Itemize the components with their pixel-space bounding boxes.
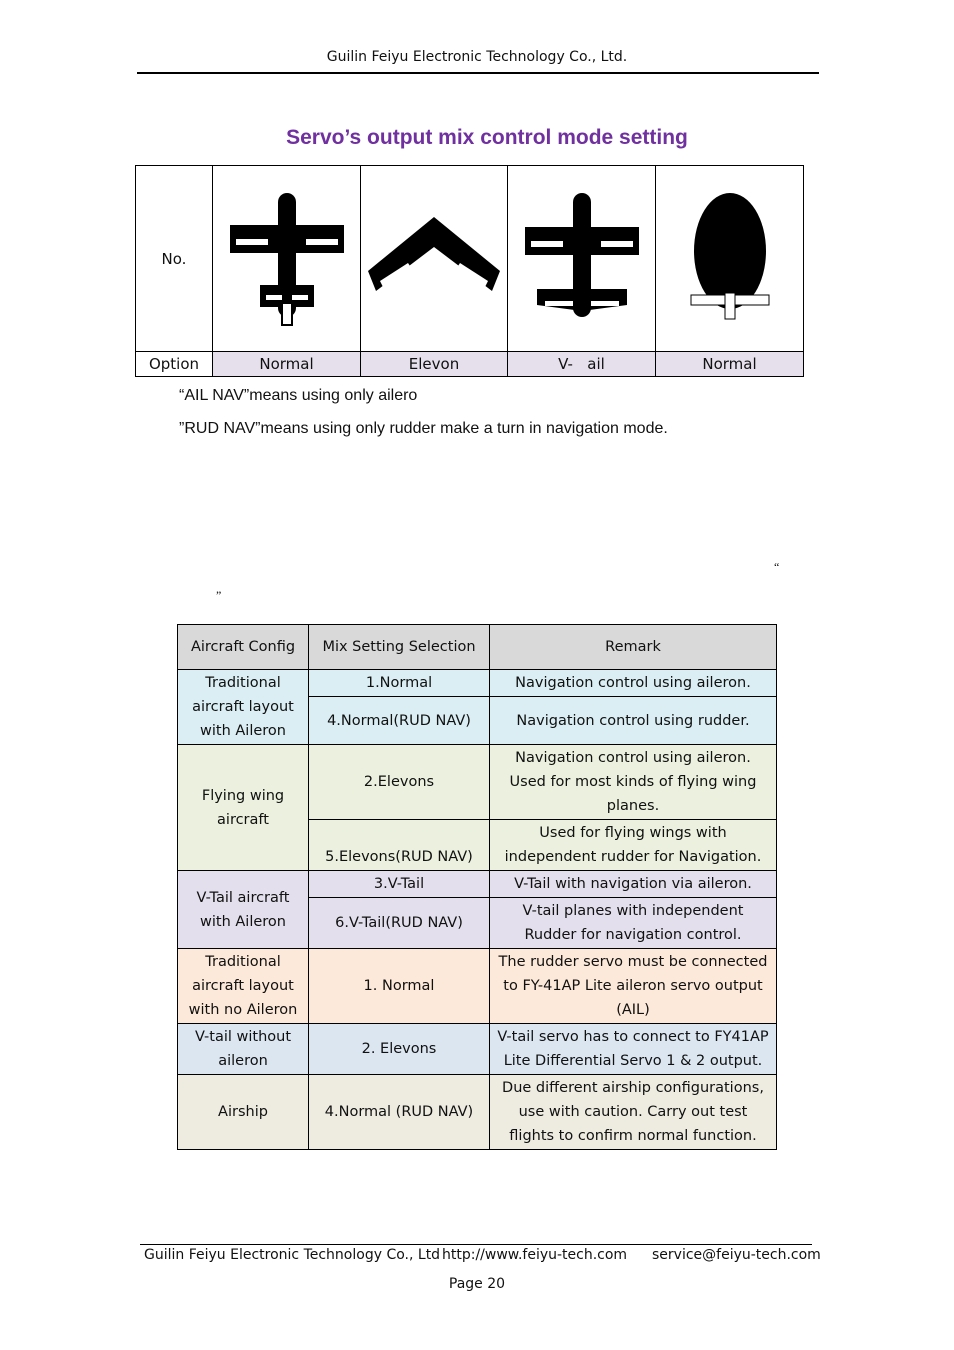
normal-plane-icon: [222, 189, 352, 329]
config-cell: Traditional aircraft layout with no Aileron: [178, 949, 309, 1024]
v-tail-plane-cell: [508, 166, 656, 352]
mix-cell: 2.Elevons: [309, 745, 490, 820]
config-cell: Flying wing aircraft: [178, 745, 309, 871]
header-rule: [137, 72, 819, 74]
config-cell: Airship: [178, 1075, 309, 1150]
remark-cell: V-tail planes with independent Rudder for navigation control.: [490, 898, 777, 949]
remark-cell: V-Tail with navigation via aileron.: [490, 871, 777, 898]
row-label-no: No.: [136, 166, 213, 352]
remark-cell: Due different airship configurations, use with caution. Carry out test flights to confirm normal function.: [490, 1075, 777, 1150]
mix-cell: 5.Elevons(RUD NAV): [309, 820, 490, 871]
config-cell: V-Tail aircraft with Aileron: [178, 871, 309, 949]
config-cell: Traditional aircraft layout with Aileron: [178, 670, 309, 745]
mix-cell: 4.Normal (RUD NAV): [309, 1075, 490, 1150]
option-elevon: Elevon: [361, 352, 508, 377]
remark-cell: The rudder servo must be connected to FY-41AP Lite aileron servo output (AIL): [490, 949, 777, 1024]
stray-open-quote: “: [774, 560, 780, 574]
remark-cell: V-tail servo has to connect to FY41AP Lite Differential Servo 1 & 2 output.: [490, 1024, 777, 1075]
option-normal-airship: Normal: [656, 352, 804, 377]
header-company: Guilin Feiyu Electronic Technology Co., Ltd.: [326, 49, 628, 65]
mix-cell: 2. Elevons: [309, 1024, 490, 1075]
mix-mode-table: [135, 165, 804, 377]
header-mix-setting: Mix Setting Selection: [309, 625, 490, 670]
aircraft-config-table: [177, 624, 777, 1150]
mix-cell: 1.Normal: [309, 670, 490, 697]
option-normal: Normal: [213, 352, 361, 377]
config-cell: V-tail without aileron: [178, 1024, 309, 1075]
footer-company: Guilin Feiyu Electronic Technology Co., Ltd: [144, 1247, 441, 1263]
mix-cell: 3.V-Tail: [309, 871, 490, 898]
remark-cell: Navigation control using aileron.: [490, 670, 777, 697]
row-label-option: Option: [136, 352, 213, 377]
mix-cell: 1. Normal: [309, 949, 490, 1024]
mix-cell: 4.Normal(RUD NAV): [309, 697, 490, 745]
airship-icon: [685, 189, 775, 329]
normal-plane-cell: [213, 166, 361, 352]
header-aircraft-config: Aircraft Config: [178, 625, 309, 670]
footer-email-link[interactable]: service@feiyu-tech.com: [652, 1247, 821, 1263]
v-tail-plane-icon: [517, 189, 647, 329]
remark-cell: Navigation control using rudder.: [490, 697, 777, 745]
note-ail-nav: “AIL NAV”means using only ailero: [179, 387, 418, 404]
header-remark: Remark: [490, 625, 777, 670]
mix-cell: 6.V-Tail(RUD NAV): [309, 898, 490, 949]
note-rud-nav: ”RUD NAV”means using only rudder make a turn in navigation mode.: [179, 420, 668, 437]
flying-wing-icon: [364, 209, 504, 309]
remark-cell: Used for flying wings with independent rudder for Navigation.: [490, 820, 777, 871]
airship-cell: [656, 166, 804, 352]
elevon-wing-cell: [361, 166, 508, 352]
footer-url-link[interactable]: http://www.feiyu-tech.com: [442, 1247, 628, 1263]
option-v-tail: V- ail: [508, 352, 656, 377]
remark-cell: Navigation control using aileron. Used for most kinds of flying wing planes.: [490, 745, 777, 820]
stray-close-quote: ”: [216, 588, 222, 602]
footer-rule: [140, 1244, 812, 1245]
page-number: Page 20: [448, 1276, 506, 1292]
page-title: Servo’s output mix control mode setting: [286, 126, 688, 149]
